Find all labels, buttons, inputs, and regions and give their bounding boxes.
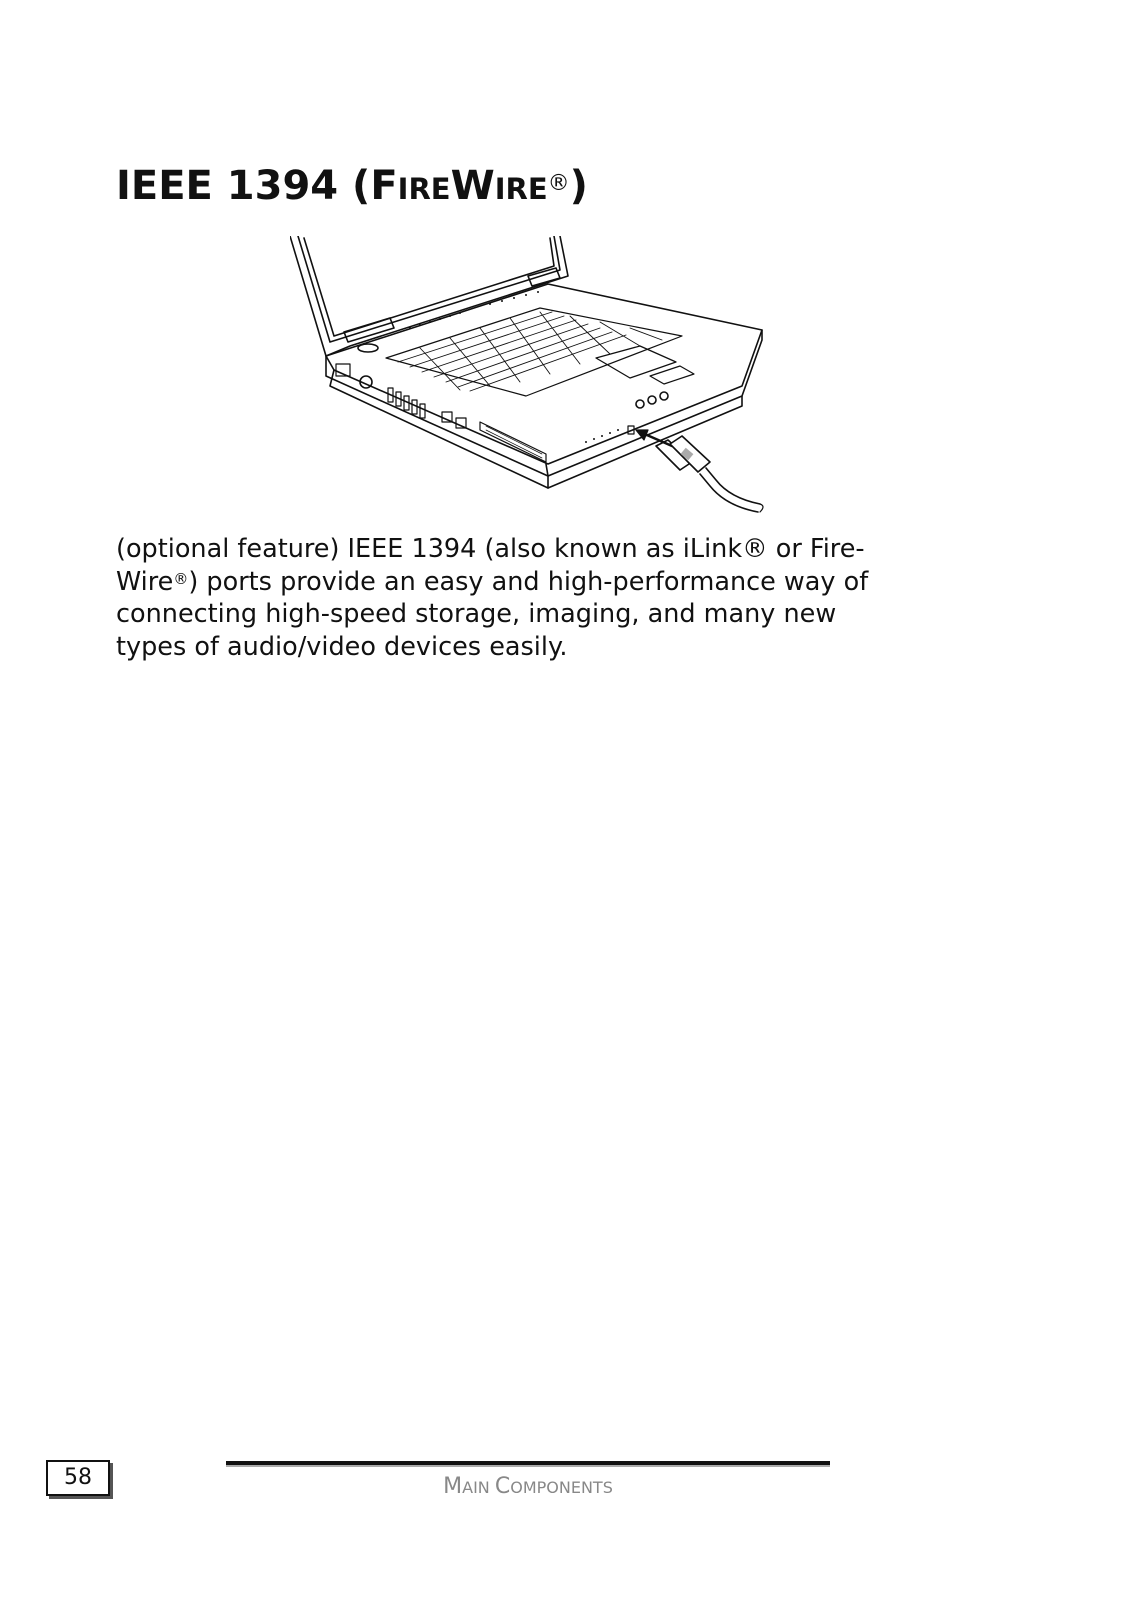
body-paragraph: (optional feature) IEEE 1394 (also known as iLink® or Fire- Wire®) ports provide an easy and high-performance way of connecting high-speed storage, imaging, and many new types of audio/video devices easily. <box>116 534 869 662</box>
page-title: IEEE 1394 (FIREWIRE®) <box>116 163 588 209</box>
footer-section-title: MAIN COMPONENTS <box>443 1474 613 1499</box>
footer-rule <box>226 1461 830 1467</box>
page-number: 58 <box>46 1460 110 1496</box>
laptop-firewire-illustration <box>290 236 790 516</box>
firewire-cable-icon <box>656 436 763 512</box>
